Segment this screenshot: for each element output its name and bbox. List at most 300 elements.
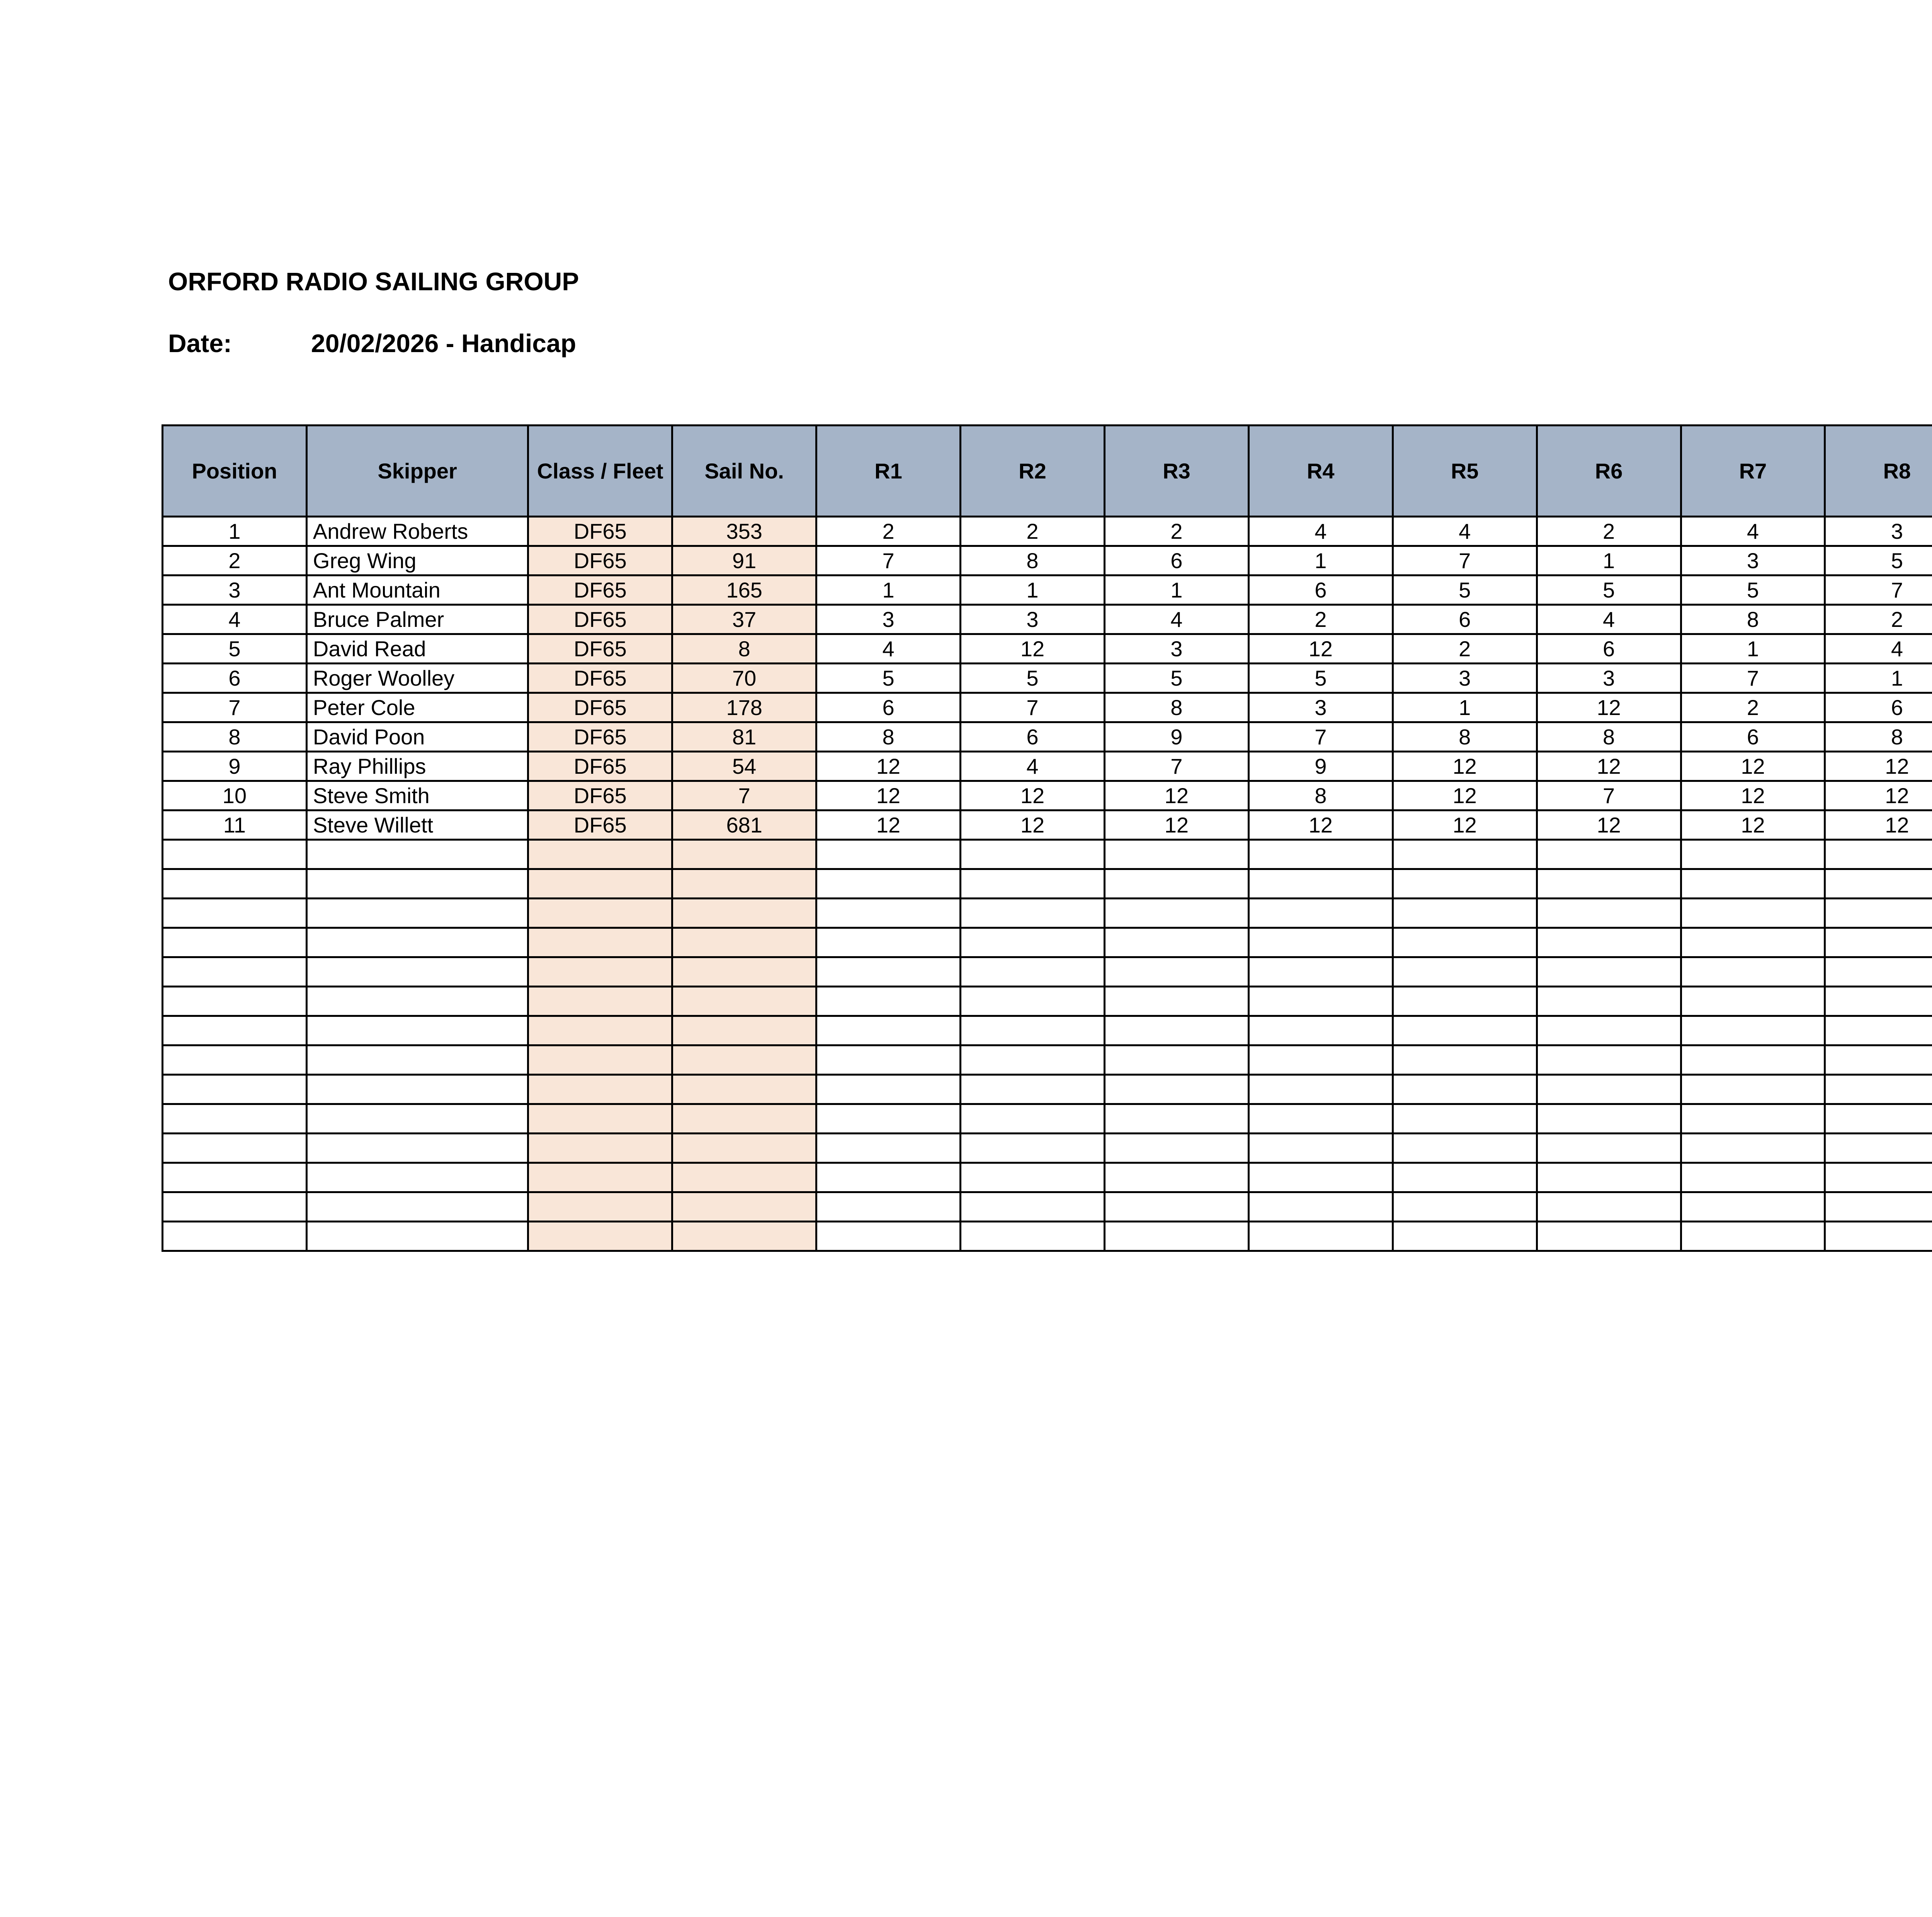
cell-r5 bbox=[1393, 1104, 1537, 1134]
cell-r7: 3 bbox=[1681, 546, 1825, 575]
cell-r2: 5 bbox=[961, 664, 1105, 693]
cell-r3 bbox=[1104, 1045, 1248, 1075]
cell-r6: 8 bbox=[1537, 722, 1681, 752]
cell-sail-no bbox=[672, 987, 816, 1016]
cell-class-fleet bbox=[528, 1075, 672, 1104]
cell-r1: 7 bbox=[816, 546, 961, 575]
table-row bbox=[163, 1045, 1932, 1075]
cell-sail-no: 681 bbox=[672, 810, 816, 840]
table-row bbox=[163, 899, 1932, 928]
cell-r1 bbox=[816, 899, 961, 928]
cell-r4 bbox=[1248, 1075, 1393, 1104]
cell-r3 bbox=[1104, 987, 1248, 1016]
table-row bbox=[163, 517, 1932, 546]
cell-r8 bbox=[1825, 1222, 1932, 1251]
cell-r8 bbox=[1825, 869, 1932, 899]
cell-position bbox=[163, 1163, 307, 1192]
cell-r3 bbox=[1104, 1104, 1248, 1134]
results-table bbox=[162, 424, 1932, 1252]
cell-r4 bbox=[1248, 899, 1393, 928]
table-row bbox=[163, 781, 1932, 810]
cell-position bbox=[163, 869, 307, 899]
cell-r7 bbox=[1681, 1075, 1825, 1104]
cell-r3: 8 bbox=[1104, 693, 1248, 722]
cell-skipper: Steve Smith bbox=[306, 781, 528, 810]
cell-sail-no: 54 bbox=[672, 752, 816, 781]
cell-r7: 1 bbox=[1681, 634, 1825, 664]
cell-r4 bbox=[1248, 1222, 1393, 1251]
cell-r6 bbox=[1537, 1222, 1681, 1251]
cell-position: 6 bbox=[163, 664, 307, 693]
cell-r2 bbox=[961, 1045, 1105, 1075]
cell-skipper: Andrew Roberts bbox=[306, 517, 528, 546]
cell-r4: 12 bbox=[1248, 634, 1393, 664]
cell-r2: 3 bbox=[961, 605, 1105, 634]
cell-r2 bbox=[961, 1075, 1105, 1104]
cell-skipper: David Poon bbox=[306, 722, 528, 752]
cell-class-fleet: DF65 bbox=[528, 752, 672, 781]
cell-r1: 12 bbox=[816, 752, 961, 781]
cell-r7 bbox=[1681, 840, 1825, 869]
cell-r7: 2 bbox=[1681, 693, 1825, 722]
table-row bbox=[163, 810, 1932, 840]
cell-skipper bbox=[306, 1134, 528, 1163]
cell-r3 bbox=[1104, 928, 1248, 957]
cell-r7: 6 bbox=[1681, 722, 1825, 752]
cell-r6 bbox=[1537, 869, 1681, 899]
cell-r8 bbox=[1825, 987, 1932, 1016]
cell-r7 bbox=[1681, 1163, 1825, 1192]
cell-sail-no: 91 bbox=[672, 546, 816, 575]
cell-r4: 2 bbox=[1248, 605, 1393, 634]
cell-r2: 12 bbox=[961, 781, 1105, 810]
cell-r1: 1 bbox=[816, 575, 961, 605]
cell-position bbox=[163, 1134, 307, 1163]
cell-position bbox=[163, 928, 307, 957]
cell-r7: 4 bbox=[1681, 517, 1825, 546]
cell-position: 4 bbox=[163, 605, 307, 634]
cell-skipper: Roger Woolley bbox=[306, 664, 528, 693]
cell-r2 bbox=[961, 1016, 1105, 1045]
cell-r8 bbox=[1825, 899, 1932, 928]
cell-sail-no: 7 bbox=[672, 781, 816, 810]
cell-skipper bbox=[306, 1104, 528, 1134]
cell-sail-no: 8 bbox=[672, 634, 816, 664]
cell-r5: 8 bbox=[1393, 722, 1537, 752]
cell-r6: 3 bbox=[1537, 664, 1681, 693]
cell-r1 bbox=[816, 1192, 961, 1222]
cell-r5: 2 bbox=[1393, 634, 1537, 664]
cell-r1 bbox=[816, 869, 961, 899]
cell-class-fleet bbox=[528, 928, 672, 957]
cell-r3 bbox=[1104, 869, 1248, 899]
cell-position: 2 bbox=[163, 546, 307, 575]
cell-sail-no bbox=[672, 1163, 816, 1192]
cell-class-fleet: DF65 bbox=[528, 810, 672, 840]
cell-position: 7 bbox=[163, 693, 307, 722]
cell-r7 bbox=[1681, 1104, 1825, 1134]
cell-class-fleet bbox=[528, 1163, 672, 1192]
cell-r4: 8 bbox=[1248, 781, 1393, 810]
cell-r5: 6 bbox=[1393, 605, 1537, 634]
cell-skipper bbox=[306, 1163, 528, 1192]
cell-r6: 6 bbox=[1537, 634, 1681, 664]
cell-skipper bbox=[306, 1222, 528, 1251]
header-row bbox=[163, 426, 1932, 517]
cell-r5 bbox=[1393, 1134, 1537, 1163]
cell-r6: 4 bbox=[1537, 605, 1681, 634]
cell-r4: 4 bbox=[1248, 517, 1393, 546]
cell-position: 3 bbox=[163, 575, 307, 605]
cell-r8 bbox=[1825, 1134, 1932, 1163]
cell-r8 bbox=[1825, 1163, 1932, 1192]
column-header-r8: R8 bbox=[1825, 426, 1932, 517]
table-row bbox=[163, 1104, 1932, 1134]
column-header-r6: R6 bbox=[1537, 426, 1681, 517]
cell-r8: 5 bbox=[1825, 546, 1932, 575]
column-header-r5: R5 bbox=[1393, 426, 1537, 517]
table-row bbox=[163, 1134, 1932, 1163]
cell-skipper bbox=[306, 928, 528, 957]
cell-r4: 3 bbox=[1248, 693, 1393, 722]
cell-position bbox=[163, 1075, 307, 1104]
cell-r2 bbox=[961, 928, 1105, 957]
table-row bbox=[163, 1222, 1932, 1251]
date-value: 20/02/2026 - Handicap bbox=[311, 329, 577, 358]
cell-r2: 6 bbox=[961, 722, 1105, 752]
cell-r6: 2 bbox=[1537, 517, 1681, 546]
cell-r4: 1 bbox=[1248, 546, 1393, 575]
cell-r3 bbox=[1104, 1016, 1248, 1045]
cell-sail-no bbox=[672, 869, 816, 899]
cell-r1 bbox=[816, 987, 961, 1016]
table-row bbox=[163, 634, 1932, 664]
cell-r7 bbox=[1681, 1222, 1825, 1251]
table-row bbox=[163, 957, 1932, 987]
cell-sail-no bbox=[672, 928, 816, 957]
cell-sail-no bbox=[672, 1134, 816, 1163]
cell-r1 bbox=[816, 957, 961, 987]
cell-r7: 7 bbox=[1681, 664, 1825, 693]
cell-r1: 5 bbox=[816, 664, 961, 693]
cell-r2: 8 bbox=[961, 546, 1105, 575]
cell-r5: 5 bbox=[1393, 575, 1537, 605]
cell-sail-no bbox=[672, 899, 816, 928]
cell-r6 bbox=[1537, 1045, 1681, 1075]
cell-r3 bbox=[1104, 1222, 1248, 1251]
cell-r2: 2 bbox=[961, 517, 1105, 546]
cell-skipper: Steve Willett bbox=[306, 810, 528, 840]
table-row bbox=[163, 1163, 1932, 1192]
cell-skipper bbox=[306, 957, 528, 987]
table-row bbox=[163, 869, 1932, 899]
cell-r5: 12 bbox=[1393, 810, 1537, 840]
cell-r1 bbox=[816, 840, 961, 869]
cell-r3: 6 bbox=[1104, 546, 1248, 575]
cell-r8: 12 bbox=[1825, 810, 1932, 840]
cell-r7 bbox=[1681, 1045, 1825, 1075]
cell-class-fleet: DF65 bbox=[528, 664, 672, 693]
cell-r1 bbox=[816, 1134, 961, 1163]
cell-r2: 12 bbox=[961, 810, 1105, 840]
cell-r1 bbox=[816, 1075, 961, 1104]
cell-sail-no: 165 bbox=[672, 575, 816, 605]
cell-r4: 5 bbox=[1248, 664, 1393, 693]
cell-class-fleet bbox=[528, 1104, 672, 1134]
cell-r4 bbox=[1248, 1163, 1393, 1192]
cell-r5: 7 bbox=[1393, 546, 1537, 575]
cell-r8: 1 bbox=[1825, 664, 1932, 693]
cell-r6: 12 bbox=[1537, 810, 1681, 840]
cell-r3 bbox=[1104, 899, 1248, 928]
cell-sail-no: 37 bbox=[672, 605, 816, 634]
cell-r4: 7 bbox=[1248, 722, 1393, 752]
cell-r6: 5 bbox=[1537, 575, 1681, 605]
table-row bbox=[163, 752, 1932, 781]
cell-sail-no bbox=[672, 840, 816, 869]
cell-r8 bbox=[1825, 1045, 1932, 1075]
cell-position bbox=[163, 840, 307, 869]
cell-r4 bbox=[1248, 1016, 1393, 1045]
cell-sail-no bbox=[672, 1222, 816, 1251]
cell-class-fleet: DF65 bbox=[528, 575, 672, 605]
cell-r1: 8 bbox=[816, 722, 961, 752]
cell-r6 bbox=[1537, 928, 1681, 957]
cell-position bbox=[163, 1222, 307, 1251]
cell-r8: 8 bbox=[1825, 722, 1932, 752]
cell-r8 bbox=[1825, 1075, 1932, 1104]
table-row bbox=[163, 722, 1932, 752]
cell-r1 bbox=[816, 1104, 961, 1134]
cell-skipper: Greg Wing bbox=[306, 546, 528, 575]
cell-r2 bbox=[961, 1222, 1105, 1251]
cell-r1: 12 bbox=[816, 781, 961, 810]
cell-r1 bbox=[816, 1045, 961, 1075]
cell-r2: 12 bbox=[961, 634, 1105, 664]
cell-r6 bbox=[1537, 899, 1681, 928]
cell-r8 bbox=[1825, 840, 1932, 869]
cell-r8: 4 bbox=[1825, 634, 1932, 664]
cell-r2 bbox=[961, 987, 1105, 1016]
cell-skipper bbox=[306, 987, 528, 1016]
cell-r1 bbox=[816, 1163, 961, 1192]
cell-r6 bbox=[1537, 1163, 1681, 1192]
cell-r7: 12 bbox=[1681, 752, 1825, 781]
cell-r6 bbox=[1537, 1075, 1681, 1104]
cell-r6 bbox=[1537, 1016, 1681, 1045]
cell-r6 bbox=[1537, 987, 1681, 1016]
cell-r8: 3 bbox=[1825, 517, 1932, 546]
cell-r4 bbox=[1248, 1134, 1393, 1163]
column-header-class-fleet bbox=[528, 426, 672, 517]
column-header-sail-no: Sail No. bbox=[672, 426, 816, 517]
cell-sail-no bbox=[672, 1016, 816, 1045]
cell-position bbox=[163, 987, 307, 1016]
cell-sail-no bbox=[672, 1075, 816, 1104]
cell-position: 10 bbox=[163, 781, 307, 810]
cell-r8: 12 bbox=[1825, 752, 1932, 781]
cell-r2 bbox=[961, 899, 1105, 928]
table-row bbox=[163, 987, 1932, 1016]
cell-r6: 12 bbox=[1537, 693, 1681, 722]
table-row bbox=[163, 693, 1932, 722]
table-row bbox=[163, 1192, 1932, 1222]
cell-r3: 1 bbox=[1104, 575, 1248, 605]
cell-class-fleet bbox=[528, 869, 672, 899]
column-header-r4: R4 bbox=[1248, 426, 1393, 517]
cell-class-fleet bbox=[528, 1222, 672, 1251]
cell-r4: 9 bbox=[1248, 752, 1393, 781]
cell-skipper: Bruce Palmer bbox=[306, 605, 528, 634]
cell-r8 bbox=[1825, 1016, 1932, 1045]
cell-skipper: Ant Mountain bbox=[306, 575, 528, 605]
cell-r4: 12 bbox=[1248, 810, 1393, 840]
table-row bbox=[163, 928, 1932, 957]
cell-r5 bbox=[1393, 928, 1537, 957]
cell-position bbox=[163, 1016, 307, 1045]
cell-sail-no: 178 bbox=[672, 693, 816, 722]
cell-skipper bbox=[306, 1075, 528, 1104]
cell-r6 bbox=[1537, 1192, 1681, 1222]
cell-skipper: David Read bbox=[306, 634, 528, 664]
cell-r5 bbox=[1393, 840, 1537, 869]
cell-r1: 12 bbox=[816, 810, 961, 840]
cell-r8 bbox=[1825, 957, 1932, 987]
cell-r6: 7 bbox=[1537, 781, 1681, 810]
cell-r3 bbox=[1104, 1163, 1248, 1192]
cell-r7 bbox=[1681, 1192, 1825, 1222]
cell-r1: 6 bbox=[816, 693, 961, 722]
cell-class-fleet: DF65 bbox=[528, 693, 672, 722]
cell-position bbox=[163, 957, 307, 987]
cell-skipper: Ray Phillips bbox=[306, 752, 528, 781]
cell-r7: 8 bbox=[1681, 605, 1825, 634]
cell-r3 bbox=[1104, 957, 1248, 987]
cell-r1 bbox=[816, 928, 961, 957]
cell-r5 bbox=[1393, 1075, 1537, 1104]
cell-r4 bbox=[1248, 840, 1393, 869]
cell-r2 bbox=[961, 1134, 1105, 1163]
cell-r1: 2 bbox=[816, 517, 961, 546]
cell-r4 bbox=[1248, 928, 1393, 957]
cell-r3 bbox=[1104, 840, 1248, 869]
cell-r8: 12 bbox=[1825, 781, 1932, 810]
cell-r8: 2 bbox=[1825, 605, 1932, 634]
table-row bbox=[163, 605, 1932, 634]
cell-r8: 6 bbox=[1825, 693, 1932, 722]
column-header-r1: R1 bbox=[816, 426, 961, 517]
cell-r5 bbox=[1393, 1045, 1537, 1075]
cell-r3 bbox=[1104, 1075, 1248, 1104]
column-header-class-fleet-label: Class / Fleet bbox=[537, 458, 663, 483]
cell-r1 bbox=[816, 1222, 961, 1251]
cell-position bbox=[163, 1104, 307, 1134]
cell-skipper bbox=[306, 1192, 528, 1222]
cell-class-fleet: DF65 bbox=[528, 517, 672, 546]
cell-r8 bbox=[1825, 1192, 1932, 1222]
column-header-r3: R3 bbox=[1104, 426, 1248, 517]
cell-r4: 6 bbox=[1248, 575, 1393, 605]
cell-skipper bbox=[306, 869, 528, 899]
cell-r3: 7 bbox=[1104, 752, 1248, 781]
table-row bbox=[163, 664, 1932, 693]
cell-position: 8 bbox=[163, 722, 307, 752]
cell-r2: 1 bbox=[961, 575, 1105, 605]
cell-sail-no bbox=[672, 957, 816, 987]
cell-r5 bbox=[1393, 1222, 1537, 1251]
cell-r6: 12 bbox=[1537, 752, 1681, 781]
cell-r2: 7 bbox=[961, 693, 1105, 722]
cell-r2 bbox=[961, 869, 1105, 899]
cell-sail-no bbox=[672, 1104, 816, 1134]
cell-r5: 1 bbox=[1393, 693, 1537, 722]
cell-r6 bbox=[1537, 840, 1681, 869]
cell-r3: 5 bbox=[1104, 664, 1248, 693]
cell-class-fleet bbox=[528, 1134, 672, 1163]
cell-r3: 12 bbox=[1104, 781, 1248, 810]
cell-r8 bbox=[1825, 928, 1932, 957]
cell-class-fleet: DF65 bbox=[528, 781, 672, 810]
cell-r5: 12 bbox=[1393, 781, 1537, 810]
cell-position: 1 bbox=[163, 517, 307, 546]
cell-r3: 3 bbox=[1104, 634, 1248, 664]
table-row bbox=[163, 1016, 1932, 1045]
cell-r7 bbox=[1681, 869, 1825, 899]
cell-r6 bbox=[1537, 957, 1681, 987]
cell-sail-no: 353 bbox=[672, 517, 816, 546]
cell-r5: 4 bbox=[1393, 517, 1537, 546]
cell-class-fleet: DF65 bbox=[528, 722, 672, 752]
cell-class-fleet: DF65 bbox=[528, 634, 672, 664]
results-body bbox=[163, 517, 1932, 1251]
cell-r4 bbox=[1248, 1192, 1393, 1222]
cell-sail-no: 70 bbox=[672, 664, 816, 693]
cell-r7: 5 bbox=[1681, 575, 1825, 605]
cell-class-fleet bbox=[528, 1192, 672, 1222]
cell-r6 bbox=[1537, 1104, 1681, 1134]
cell-r4 bbox=[1248, 1104, 1393, 1134]
cell-position: 11 bbox=[163, 810, 307, 840]
cell-r1: 3 bbox=[816, 605, 961, 634]
cell-r5 bbox=[1393, 1192, 1537, 1222]
column-header-position: Position bbox=[163, 426, 307, 517]
cell-r1: 4 bbox=[816, 634, 961, 664]
cell-r1 bbox=[816, 1016, 961, 1045]
cell-class-fleet bbox=[528, 899, 672, 928]
cell-skipper bbox=[306, 840, 528, 869]
cell-r5 bbox=[1393, 957, 1537, 987]
cell-r7 bbox=[1681, 899, 1825, 928]
cell-position bbox=[163, 1045, 307, 1075]
cell-r7 bbox=[1681, 1134, 1825, 1163]
cell-r7: 12 bbox=[1681, 781, 1825, 810]
cell-r4 bbox=[1248, 987, 1393, 1016]
cell-class-fleet bbox=[528, 1016, 672, 1045]
cell-class-fleet bbox=[528, 957, 672, 987]
cell-sail-no bbox=[672, 1192, 816, 1222]
cell-skipper bbox=[306, 899, 528, 928]
cell-position: 9 bbox=[163, 752, 307, 781]
table-row bbox=[163, 546, 1932, 575]
table-row bbox=[163, 1075, 1932, 1104]
cell-r5 bbox=[1393, 869, 1537, 899]
cell-position: 5 bbox=[163, 634, 307, 664]
cell-position bbox=[163, 899, 307, 928]
cell-r3: 4 bbox=[1104, 605, 1248, 634]
cell-r2: 4 bbox=[961, 752, 1105, 781]
column-header-skipper: Skipper bbox=[306, 426, 528, 517]
cell-r2 bbox=[961, 840, 1105, 869]
